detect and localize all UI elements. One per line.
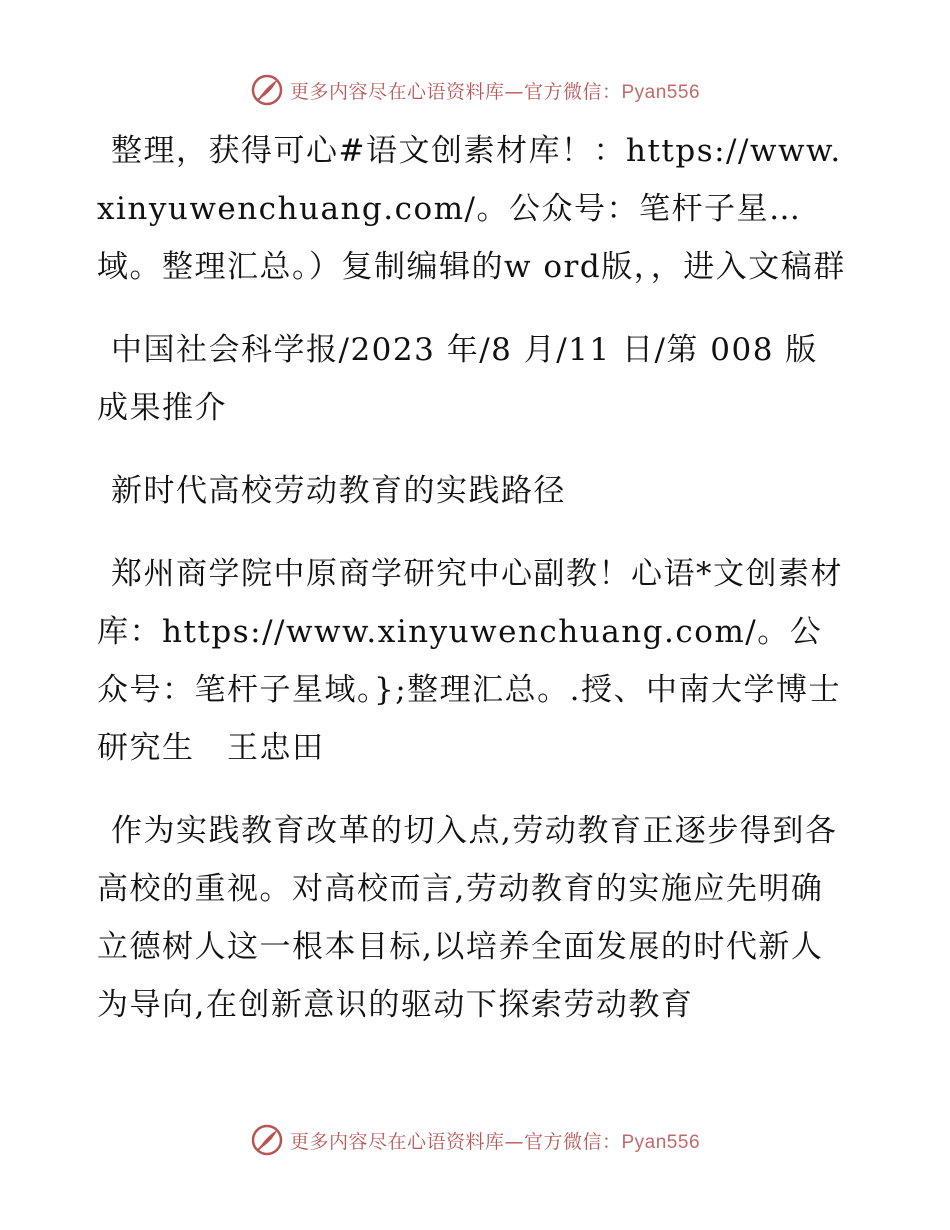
watermark-separator: —: [504, 1130, 524, 1153]
watermark-handle: Pyan556: [621, 81, 701, 103]
watermark-handle: Pyan556: [621, 1131, 701, 1153]
watermark-main: 更多内容尽在心语资料库: [289, 1130, 505, 1153]
feather-pen-circle-icon: [250, 73, 284, 107]
article-title: 新时代高校劳动教育的实践路径: [111, 473, 566, 509]
paragraph-body: 作为实践教育改革的切入点,劳动教育正逐步得到各高校的重视。对高校而言,劳动教育的实施应先明确立德树人这一根本目标,以培养全面发展的时代新人为导向,在创新意识的驱动下探索劳动教育: [97, 813, 838, 1023]
footer-watermark: [0, 1120, 950, 1160]
paragraph-author: 郑州商学院中原商学研究中心副教！心语*文创素材库：https://www.xinyuwenchuang.com/。公众号：笔杆子星域。};整理汇总。.授、中南大学博士研究生 王忠田: [97, 556, 843, 766]
paragraph-intro: 整理，获得可心#语文创素材库！：https://www.xinyuwenchuang.com/。公众号：笔杆子星…域。整理汇总。）复制编辑的w ord版，，进入文稿群: [97, 133, 846, 285]
header-watermark: [0, 70, 950, 110]
watermark-main: 更多内容尽在心语资料库: [289, 80, 505, 103]
watermark-text: [290, 1127, 700, 1154]
watermark-suffix: 官方微信：: [523, 1130, 622, 1153]
watermark-suffix: 官方微信：: [523, 80, 622, 103]
watermark-separator: —: [504, 80, 524, 103]
paragraph-source: 中国社会科学报/2023 年/8 月/11 日/第 008 版成果推介: [97, 332, 818, 426]
feather-pen-circle-icon: [250, 1123, 284, 1157]
watermark-text: [290, 77, 700, 104]
document-body: [97, 122, 847, 1034]
